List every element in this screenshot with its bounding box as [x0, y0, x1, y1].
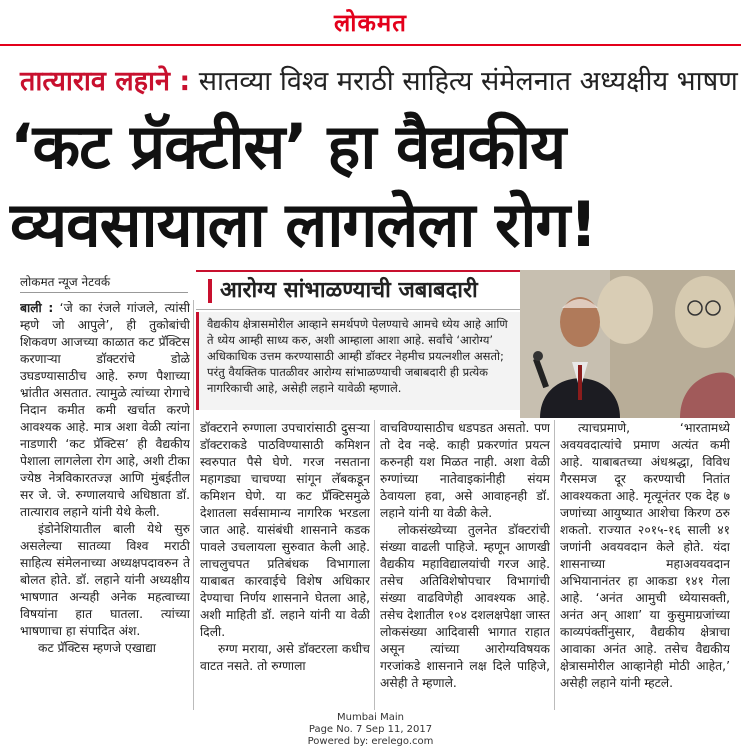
masthead-rule — [0, 44, 741, 46]
box-title — [196, 270, 526, 310]
headline-line-1: ‘कट प्रॅक्टीस’ हा वैद्यकीय — [10, 110, 566, 183]
speaker-photo — [520, 270, 735, 418]
kicker-subtitle: सातव्या विश्व मराठी साहित्य संमेलनात अध्यक्षीय भाषण — [190, 66, 738, 97]
newspaper-logo: लोकमत — [334, 9, 407, 37]
footer-edition: Mumbai Main — [336, 712, 404, 723]
col1-para-2: इंडोनेशियातील बाली येथे सुरु असलेल्या सातव्या विश्व मराठी साहित्य संमेलनाच्या अध्यक्षपदावरुन ते बोलत होते. डॉ. लहाने यांनी अध्यक्षीय भाषणात अन्यही अनेक महत्वाच्या विषयांना हात घातला. त्यांच्या भाषणाचा हा संपादित अंश. — [20, 522, 190, 638]
footer-page-date: Page No. 7 Sep 11, 2017 — [308, 724, 433, 735]
kicker — [20, 60, 738, 104]
article-column-3 — [380, 420, 550, 710]
col1-para-1: ‘जे का रंजले गांजले, त्यांसी म्हणे जो आपुले’, ही तुकोबांची शिकवण आजच्या काळात कट प्रॅक्टिस करणाऱ्या डॉक्टरांचे डोळे उघडण्यासाठीच आहे. रुग्ण पैशाच्या भ्रांतीत असतात. त्यामुळे त्यांच्या रोगाचे निदान कमीत कमी खर्चात करणे आवश्यक आहे. मात्र अशा वेळी त्यांना नाडणारी ‘कट प्रॅक्टिस’ ही वैद्यकीय पेशाला लागलेला रोग आहे, अशी टीका ज्येष्ठ नेत्रविकारतज्ज्ञ आणि मुंबईतील सर जे. जे. रुग्णालयाचे अधिष्ठाता डॉ. तात्याराव लहाने यांनी येथे केली. — [20, 301, 190, 519]
column-divider — [193, 300, 194, 710]
column-divider — [554, 420, 555, 710]
page-footer — [0, 712, 741, 756]
byline-divider — [20, 292, 188, 293]
article-column-2 — [200, 420, 370, 710]
byline: लोकमत न्यूज नेटवर्क — [20, 275, 111, 289]
col3-para-1: वाचविण्यासाठीच धडपडत असतो. पण तो देव नव्हे. काही प्रकरणांत प्रयत्न करुनही यश मिळत नाही. अशा वेळी रुग्णांच्या नातेवाइकांनीही संयम ठेवायला हवा, असे आवाहनही डॉ. लहाने यांनी या वेळी केले. — [380, 421, 550, 520]
col4-para-1: त्याचप्रमाणे, ‘भारतामध्ये अवयवदात्यांचे प्रमाण अत्यंत कमी आहे. याबाबतच्या अंधश्रद्धा, विविध गैरसमज दूर करण्याची नितांत आवश्यकता आहे. मृत्यूनंतर एक देह ७ जणांच्या आयुष्यात आशेचा किरण ठरु शकतो. राज्यात २०१५-१६ साली ४१ जणांनी अवयवदान केले होते. यंदा शासनाच्या महाअवयवदान अभियानानंतर हा आकडा १४१ गेला आहे. ‘अनंत आमुची ध्येयासक्ती, अनंत अन् आशा’ या कुसुमाग्रजांच्या काव्यपंक्तींनुसार, वैद्यकीय क्षेत्राचा आवाका अनंत आहे. तसेच वैद्यकीय क्षेत्रासमोरील आव्हानेही मोठी आहेत,’ असेही लहाने यांनी म्हटले. — [560, 421, 730, 690]
masthead — [0, 0, 741, 40]
col2-para-2: रुग्ण मराया, असे डॉक्टरला कधीच वाटत नसते. तो रुग्णाला — [200, 642, 370, 673]
box-quote: वैद्यकीय क्षेत्रासमोरील आव्हाने समर्थपणे पेलण्याचे आमचे ध्येय आहे आणि ते ध्येय आम्ही साध्य करु, अशी आम्हाला आशा आहे. सर्वांचे ‘आरोग्य’ अधिकाधिक उत्तम करण्यासाठी आम्ही डॉक्टर नेहमीच प्रयत्नशील असतो; परंतु वैयक्तिक पातळीवर आरोग्य सांभाळण्याची जबाबदारी ही प्रत्येक नागरिकाची आहे, असेही लहाने यावेळी म्हणाले. — [196, 312, 520, 410]
article-column-1 — [20, 300, 190, 710]
box-title-marker — [208, 279, 212, 303]
dateline: बाली : — [20, 301, 54, 315]
speaker-photo-illustration — [520, 270, 735, 418]
box-title-text: आरोग्य सांभाळण्याची जबाबदारी — [220, 278, 478, 303]
col2-para-1: डॉक्टराने रुग्णाला उपचारांसाठी दुसऱ्या डॉक्टराकडे पाठविण्यासाठी कमिशन स्वरुपात पैसे घेणे. गरज नसताना महागड्या चाचण्या सांगून लॅबकडून कमिशन घेणे. या कट प्रॅक्टिसमुळे देशातला सर्वसामान्य नागरिक भरडला जात आहे. यासंबंधी शासनाने कडक पावले उचलायला सुरुवात केली आहे. लाचलुचपत प्रतिबंधक विभागाला याबाबत कारवाईचे विशेष अधिकार देण्याचा निर्णय शासनाने घेतला आहे, अशी माहिती डॉ. लहाने यांनी या वेळी दिली. — [200, 421, 370, 639]
footer-powered-by: Powered by: erelego.com — [307, 736, 434, 747]
column-divider — [374, 420, 375, 710]
headline-line-2: व्यवसायाला लागलेला रोग! — [10, 188, 597, 261]
kicker-author: तात्याराव लहाने : — [20, 66, 191, 97]
col1-para-3: कट प्रॅक्टिस म्हणजे एखाद्या — [38, 641, 156, 655]
col3-para-2: लोकसंख्येच्या तुलनेत डॉक्टरांची संख्या वाढली पाहिजे. म्हणून आणखी वैद्यकीय महाविद्यालयांची गरज आहे. तसेच अतिविशेषोपचार विभागांची संख्या वाढविणेही आवश्यक आहे. तसेच देशातील १०४ दशलक्षपेक्षा जास्त लोकसंख्या आदिवासी भागात राहात असून त्यांच्या आरोग्यविषयक गरजांकडे शासनाने लक्ष दिले पाहिजे, असेही ते म्हणाले. — [380, 523, 550, 690]
article-column-4 — [560, 420, 730, 710]
